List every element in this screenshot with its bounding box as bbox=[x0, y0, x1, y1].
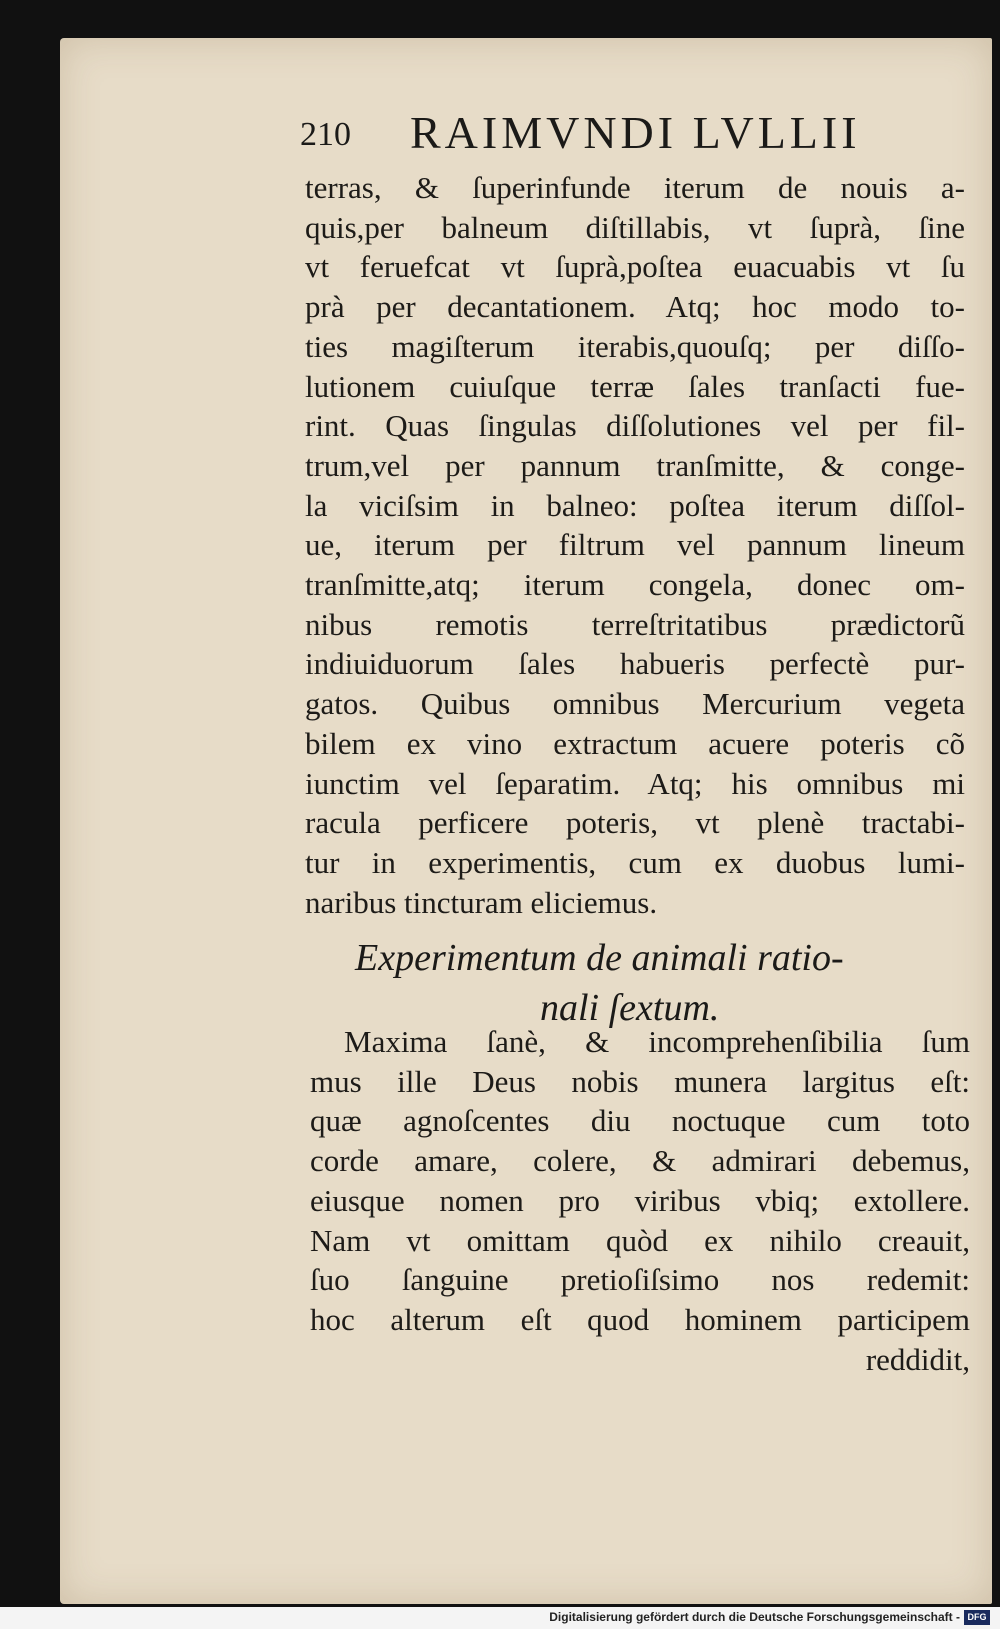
text-line: tranſmitte,atq; iterum congela, donec om- bbox=[305, 567, 965, 603]
text-line: ties magiſterum iterabis,quouſq; per diſſo- bbox=[305, 328, 965, 364]
text-line: ue, iterum per filtrum vel pannum lineum bbox=[305, 527, 965, 563]
running-head bbox=[300, 106, 940, 166]
page-number: 210 bbox=[300, 116, 351, 153]
text-line: Maxima ſanè, & incomprehenſibilia ſum bbox=[344, 1024, 970, 1059]
text-line: la viciſsim in balneo: poſtea iterum diſſol- bbox=[305, 487, 965, 523]
section-heading-line: Experimentum de animali ratio- bbox=[355, 937, 844, 979]
body-text-section bbox=[310, 1022, 970, 1379]
book-page bbox=[60, 38, 992, 1604]
text-line: rint. Quas ſingulas diſſolutiones vel per fil- bbox=[305, 408, 965, 444]
running-title: RAIMVNDI LVLLII bbox=[410, 107, 861, 158]
text-line: quæ agnoſcentes diu noctuque cum toto bbox=[310, 1103, 970, 1139]
section-heading bbox=[355, 933, 915, 1033]
text-line: vt feruefcat vt ſuprà,poſtea euacuabis vt ſu bbox=[305, 249, 965, 285]
text-line: iunctim vel ſeparatim. Atq; his omnibus mi bbox=[305, 765, 965, 801]
section-heading-line: nali ſextum. bbox=[540, 987, 720, 1029]
dfg-logo: DFG bbox=[964, 1610, 990, 1625]
text-line: gatos. Quibus omnibus Mercurium vegeta bbox=[305, 686, 965, 722]
text-line: quis,per balneum diſtillabis, vt ſuprà, ſine bbox=[305, 209, 965, 245]
text-line: prà per decantationem. Atq; hoc modo to- bbox=[305, 289, 965, 325]
footer-bar bbox=[0, 1607, 1000, 1629]
text-line: trum,vel per pannum tranſmitte, & conge- bbox=[305, 447, 965, 483]
text-line: lutionem cuiuſque terræ ſales tranſacti fue- bbox=[305, 368, 965, 404]
text-line: indiuiduorum ſales habueris perfectè pur- bbox=[305, 646, 965, 682]
text-line: tur in experimentis, cum ex duobus lumi- bbox=[305, 844, 965, 880]
text-line: hoc alterum eſt quod hominem participem bbox=[310, 1301, 970, 1337]
text-line: bilem ex vino extractum acuere poteris cõ bbox=[305, 725, 965, 761]
text-line: nibus remotis terreſtritatibus prædictorũ bbox=[305, 606, 965, 642]
text-line: ſuo ſanguine pretioſiſsimo nos redemit: bbox=[310, 1262, 970, 1298]
text-line: racula perficere poteris, vt plenè tractabi- bbox=[305, 805, 965, 841]
text-line: corde amare, colere, & admirari debemus, bbox=[310, 1143, 970, 1179]
text-line: eiusque nomen pro viribus vbiq; extollere. bbox=[310, 1182, 970, 1218]
body-text bbox=[305, 168, 965, 922]
text-line: terras, & ſuperinfunde iterum de nouis a- bbox=[305, 170, 965, 205]
text-line: naribus tincturam eliciemus. bbox=[305, 884, 658, 920]
catchword: reddidit, bbox=[865, 1341, 970, 1377]
text-line: Nam vt omittam quòd ex nihilo creauit, bbox=[310, 1222, 970, 1258]
funding-credit: Digitalisierung gefördert durch die Deutsche Forschungsgemeinschaft - bbox=[549, 1610, 960, 1624]
text-line: mus ille Deus nobis munera largitus eſt: bbox=[310, 1063, 970, 1099]
